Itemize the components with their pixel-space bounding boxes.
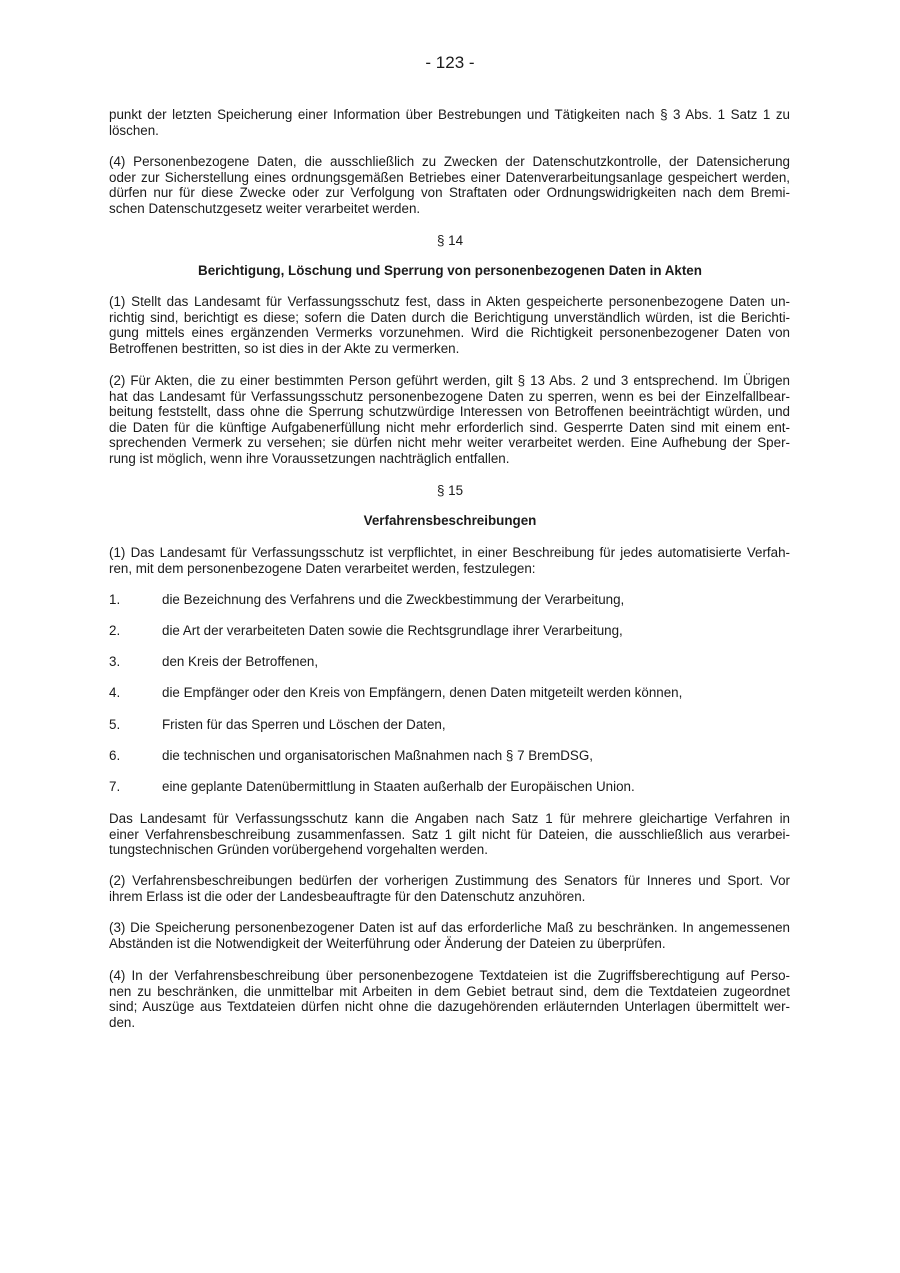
list-number: 4. (109, 685, 121, 700)
list-item (109, 654, 318, 670)
list-text: eine geplante Datenübermittlung in Staaten außerhalb der Europäischen Union. (162, 779, 635, 794)
page-number: - 123 - (425, 53, 475, 72)
text-line: löschen. (109, 122, 159, 138)
list-number: 7. (109, 779, 121, 794)
list-text: die Bezeichnung des Verfahrens und die Zweckbestimmung der Verarbeitung, (162, 592, 625, 607)
paragraph (109, 107, 790, 138)
text-line: (2) Verfahrensbeschreibungen bedürfen der vorherigen Zustimmung des Senators für Inneres und Sport. Vor (109, 873, 790, 888)
text-line: (1) Stellt das Landesamt für Verfassungsschutz fest, dass in Akten gespeicherte personenbezogene Daten un- (109, 294, 790, 309)
paragraph (109, 545, 790, 576)
text-line: Abständen ist die Notwendigkeit der Weiterführung oder Änderung der Dateien zu überprüfen. (109, 935, 666, 951)
paragraph (109, 373, 790, 467)
text-line: dürfen nur für diese Zwecke oder zur Verfolgung von Straftaten oder Ordnungswidrigkeiten nach dem Bremi- (109, 185, 790, 201)
paragraph (109, 154, 790, 216)
text-line: (3) Die Speicherung personenbezogener Daten ist auf das erforderliche Maß zu beschränken. In angemessenen (109, 920, 790, 935)
text-line: die Daten für die künftige Aufgabenerfüllung nicht mehr erforderlich sind. Gesperrte Daten sind mit einem ent- (109, 419, 790, 435)
text-line: richtig sind, berichtigt es diese; sofern die Daten durch die Berichtigung unverständlich würden, ist die Berichti- (109, 309, 790, 325)
list-item (109, 748, 593, 764)
text-line: ihrem Erlass ist die oder der Landesbeauftragte für den Datenschutz anzuhören. (109, 888, 586, 904)
paragraph (109, 920, 790, 951)
list-text: die technischen und organisatorischen Maßnahmen nach § 7 BremDSG, (162, 748, 593, 763)
text-line: (1) Das Landesamt für Verfassungsschutz ist verpflichtet, in einer Beschreibung für jedes automatisierte Verfah- (109, 545, 790, 560)
list-text: den Kreis der Betroffenen, (162, 654, 319, 669)
list-text: die Empfänger oder den Kreis von Empfängern, denen Daten mitgeteilt werden können, (162, 685, 683, 700)
text-line: (4) In der Verfahrensbeschreibung über personenbezogene Textdateien ist die Zugriffsberechtigung auf Perso- (109, 968, 790, 983)
text-line: Das Landesamt für Verfassungsschutz kann die Angaben nach Satz 1 für mehrere gleichartige Verfahren in (109, 811, 790, 826)
section-number: § 15 (436, 483, 464, 498)
text-line: gung mittels eines ergänzenden Vermerks vorzunehmen. Wird die Richtigkeit personenbezogener Daten von (109, 325, 790, 341)
list-item (109, 685, 682, 701)
paragraph (109, 873, 790, 904)
list-number: 2. (109, 623, 121, 638)
text-line: einer Verfahrensbeschreibung zusammenfassen. Satz 1 gilt nicht für Dateien, die ausschließlich aus verarbei- (109, 826, 790, 842)
text-line: nen zu beschränken, die unmittelbar mit Arbeiten in dem Gebiet betraut sind, dem die Textdateien zugeordnet (109, 983, 790, 999)
list-item (109, 623, 623, 639)
list-number: 5. (109, 717, 121, 732)
text-line: beitung feststellt, dass ohne die Sperrung schutzwürdige Interessen von Betroffenen beeinträchtigt würden, und (109, 404, 790, 420)
section-title: Verfahrensbeschreibungen (363, 513, 537, 528)
text-line: (4) Personenbezogene Daten, die ausschließlich zu Zwecken der Datenschutzkontrolle, der Datensicherung (109, 154, 790, 169)
text-line: sind; Auszüge aus Textdateien dürfen nicht ohne die dazugehörenden erläuternden Unterlagen übermittelt wer- (109, 999, 790, 1015)
text-line: sprechenden Vermerk zu versehen; sie dürfen nicht mehr weiter verarbeitet werden. Eine Aufhebung der Sper- (109, 435, 790, 451)
list-item (109, 717, 446, 733)
list-number: 6. (109, 748, 121, 763)
text-line: Betroffenen bestritten, so ist dies in der Akte zu vermerken. (109, 340, 460, 356)
section-title: Berichtigung, Löschung und Sperrung von personenbezogenen Daten in Akten (198, 263, 702, 278)
text-line: rung ist möglich, wenn ihre Voraussetzungen nachträglich entfallen. (109, 450, 510, 466)
text-line: punkt der letzten Speicherung einer Information über Bestrebungen und Tätigkeiten nach § 3 Abs. 1 Satz 1 zu (109, 107, 790, 122)
list-number: 1. (109, 592, 121, 607)
text-line: schen Datenschutzgesetz weiter verarbeitet werden. (109, 200, 421, 216)
paragraph (109, 811, 790, 858)
text-line: hat das Landesamt für Verfassungsschutz personenbezogene Daten zu sperren, wenn es bei der Einzelfallbear- (109, 388, 790, 404)
list-item (109, 779, 635, 795)
section-number: § 14 (436, 233, 464, 248)
list-number: 3. (109, 654, 121, 669)
text-line: den. (109, 1014, 136, 1030)
text-line: oder zur Sicherstellung eines ordnungsgemäßen Betriebes einer Datenverarbeitungsanlage gespeichert werden, (109, 169, 790, 185)
text-line: tungstechnischen Gründen vorübergehend vorgehalten werden. (109, 842, 488, 858)
paragraph (109, 968, 790, 1030)
paragraph (109, 294, 790, 356)
list-text: die Art der verarbeiteten Daten sowie die Rechtsgrundlage ihrer Verarbeitung, (162, 623, 623, 638)
text-line: (2) Für Akten, die zu einer bestimmten Person geführt werden, gilt § 13 Abs. 2 und 3 entsprechend. Im Übrigen (109, 373, 790, 388)
list-item (109, 592, 624, 608)
list-text: Fristen für das Sperren und Löschen der Daten, (162, 717, 446, 732)
text-line: ren, mit dem personenbezogene Daten verarbeitet werden, festzulegen: (109, 560, 536, 576)
